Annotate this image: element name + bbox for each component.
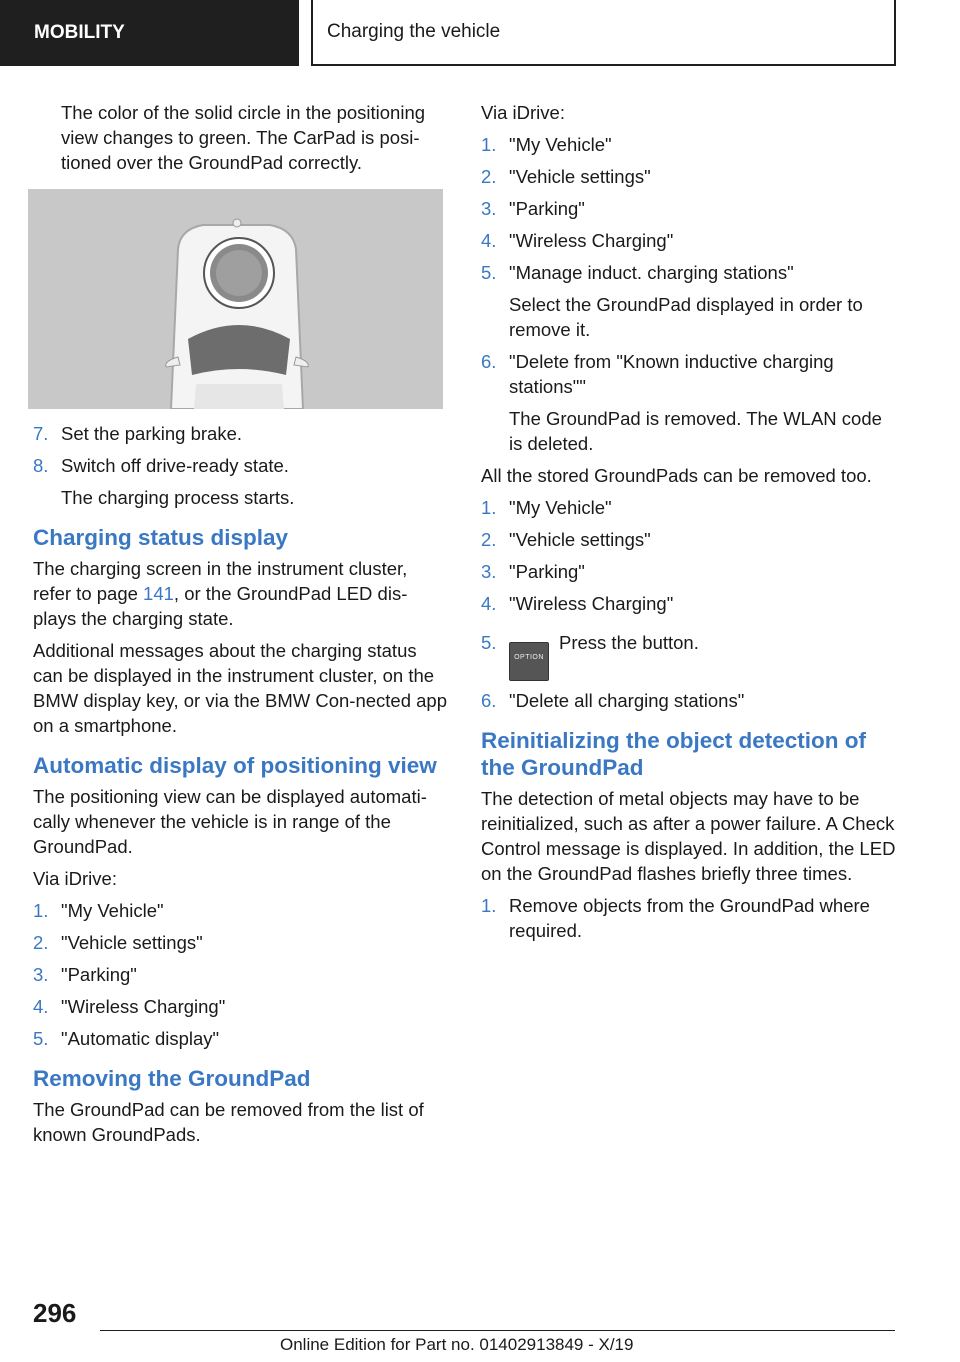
step-text: "My Vehicle" <box>61 900 164 921</box>
step-number: 6. <box>481 690 497 711</box>
step-text: "Vehicle settings" <box>61 932 203 953</box>
heading-automatic-display: Automatic display of positioning view <box>33 753 437 778</box>
step-number: 3. <box>481 561 497 582</box>
step-number: 5. <box>481 262 497 283</box>
step-number: 4. <box>33 996 49 1017</box>
page-number: 296 <box>33 1298 77 1328</box>
step-number: 8. <box>33 455 49 476</box>
step-text: "Wireless Charging" <box>509 593 674 614</box>
list-item <box>481 132 896 157</box>
via-idrive-label: Via iDrive: <box>33 868 117 889</box>
page-link[interactable]: 141 <box>143 583 174 604</box>
step-number: 5. <box>481 632 497 653</box>
status-paragraph-2: Additional messages about the charging status can be displayed in the instrument cluster, on the BMW display key, or via the BMW Con‐nected app on a smartphone. <box>33 640 448 736</box>
step-result: Select the GroundPad displayed in order to remove it. <box>509 294 863 340</box>
list-item <box>481 196 896 221</box>
step-result: The GroundPad is removed. The WLAN code is deleted. <box>509 408 882 454</box>
list-item <box>481 559 896 584</box>
step-text: Set the parking brake. <box>61 423 242 444</box>
status-text-a: The charging screen in the instrument cluster, refer to page <box>33 558 408 604</box>
step-result: The charging process starts. <box>61 487 295 508</box>
step-text: "Parking" <box>509 561 585 582</box>
remove-all-paragraph: All the stored GroundPads can be removed too. <box>481 465 872 486</box>
list-item <box>481 495 896 520</box>
status-paragraph-1 <box>33 556 448 631</box>
step-text: Press the button. <box>559 632 699 653</box>
step-text: "Manage induct. charging stations" <box>509 262 794 283</box>
list-item <box>33 962 448 987</box>
list-item <box>481 893 896 943</box>
footer-divider <box>100 1330 895 1331</box>
list-item <box>481 260 896 342</box>
step-number: 6. <box>481 351 497 372</box>
step-text: "Parking" <box>61 964 137 985</box>
remove-paragraph: The GroundPad can be removed from the list of known GroundPads. <box>33 1099 424 1145</box>
step-number: 1. <box>481 134 497 155</box>
step-text: "My Vehicle" <box>509 497 612 518</box>
step-text: Switch off drive-ready state. <box>61 455 289 476</box>
reinit-paragraph: The detection of metal objects may have to be reinitialized, such as after a power failure. A Check Control message is displayed. In addition, the LED on the GroundPad flashes briefly three times. <box>481 788 896 884</box>
step-number: 1. <box>481 497 497 518</box>
section-tab: MOBILITY <box>0 0 299 66</box>
step-text: "Delete from "Known inductive charging stations"" <box>509 351 834 397</box>
intro-paragraph: The color of the solid circle in the positioning view changes to green. The CarPad is posi‐tioned over the GroundPad correctly. <box>61 102 426 173</box>
step-text: "My Vehicle" <box>509 134 612 155</box>
auto-steps-list <box>33 898 448 1051</box>
status-text-b: , or the GroundPad LED dis‐plays the charging state. <box>33 583 408 629</box>
reinit-steps-list <box>481 893 896 943</box>
list-item <box>33 1026 448 1051</box>
step-text: Remove objects from the GroundPad where required. <box>509 895 870 941</box>
list-item <box>481 630 896 681</box>
step-number: 4. <box>481 593 497 614</box>
heading-removing-groundpad: Removing the GroundPad <box>33 1066 311 1091</box>
steps-list-a <box>33 421 448 510</box>
remove-steps-list <box>481 132 896 456</box>
step-text: "Vehicle settings" <box>509 166 651 187</box>
step-number: 4. <box>481 230 497 251</box>
option-button-icon: OPTION <box>509 642 549 681</box>
heading-reinitializing: Reinitializing the object detection of the GroundPad <box>481 728 867 780</box>
step-number: 2. <box>481 166 497 187</box>
left-column <box>33 100 448 1154</box>
list-item <box>481 228 896 253</box>
list-item <box>481 527 896 552</box>
list-item <box>481 164 896 189</box>
list-item <box>33 994 448 1019</box>
list-item <box>33 930 448 955</box>
step-text: "Wireless Charging" <box>509 230 674 251</box>
step-number: 1. <box>481 895 497 916</box>
step-text: "Automatic display" <box>61 1028 220 1049</box>
step-number: 3. <box>33 964 49 985</box>
remove-all-steps-list <box>481 495 896 713</box>
step-number: 5. <box>33 1028 49 1049</box>
step-number: 1. <box>33 900 49 921</box>
step-number: 7. <box>33 423 49 444</box>
list-item <box>33 453 448 510</box>
heading-charging-status: Charging status display <box>33 525 289 550</box>
via-idrive-label: Via iDrive: <box>481 102 565 123</box>
list-item <box>481 591 896 616</box>
list-item <box>481 349 896 456</box>
auto-paragraph: The positioning view can be displayed automati‐cally whenever the vehicle is in range of the GroundPad. <box>33 786 427 857</box>
list-item <box>481 688 896 713</box>
right-column <box>481 100 896 950</box>
step-number: 2. <box>33 932 49 953</box>
car-positioning-figure <box>28 189 443 409</box>
step-text: "Parking" <box>509 198 585 219</box>
step-number: 3. <box>481 198 497 219</box>
step-text: "Wireless Charging" <box>61 996 226 1017</box>
step-number: 2. <box>481 529 497 550</box>
list-item <box>33 421 448 446</box>
edition-note: Online Edition for Part no. 01402913849 - X/19 <box>280 1335 634 1354</box>
chapter-title: Charging the vehicle <box>311 0 896 66</box>
step-text: "Vehicle settings" <box>509 529 651 550</box>
list-item <box>33 898 448 923</box>
car-top-view-illustration <box>28 189 443 409</box>
step-text: "Delete all charging stations" <box>509 690 745 711</box>
